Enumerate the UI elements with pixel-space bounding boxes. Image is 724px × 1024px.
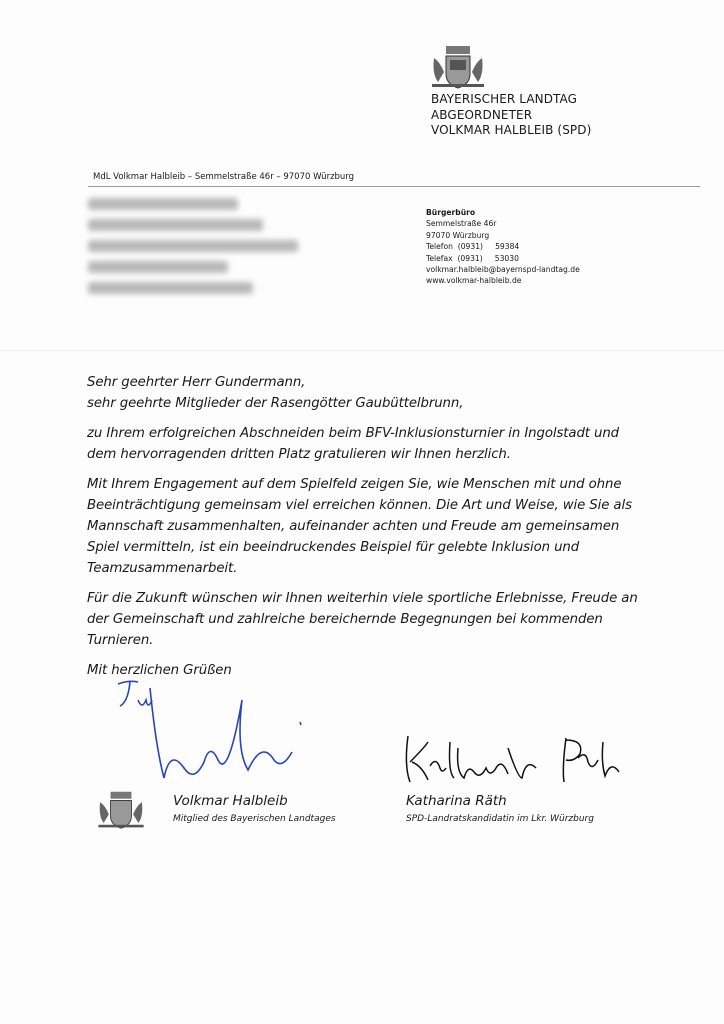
letter-body (87, 372, 647, 690)
salutation-2: sehr geehrte Mitglieder der Rasengötter Gaubüttelbrunn, (87, 396, 464, 411)
closing: Mit herzlichen Grüßen (87, 663, 232, 678)
paragraph-3: Für die Zukunft wünschen wir Ihnen weiterhin viele sportliche Erlebnisse, Freude an der Gemeinschaft und zahlreiche bereichernde Begegnungen bei kommenden Turnieren. (87, 591, 638, 648)
paragraph-2: Mit Ihrem Engagement auf dem Spielfeld zeigen Sie, wie Menschen mit und ohne Beeinträchtigung gemeinsam viel erreichen können. Die Art und Weise, wie Sie als Mannschaft zusammenhalten, aufeinander achten und Freude am gemeinsamen Spiel vermitteln, ist ein beeindruckendes Beispiel für gelebte Inklusion und Teamzusammenarbeit. (87, 477, 632, 576)
office-web: www.volkmar-halbleib.de (426, 276, 522, 286)
office-email: volkmar.halbleib@bayernspd-landtag.de (426, 265, 580, 275)
letterhead-name: VOLKMAR HALBLEIB (SPD) (431, 123, 592, 137)
signatory-2 (406, 793, 594, 824)
paper-fold (0, 350, 724, 351)
signatory-role: Mitglied des Bayerischen Landtages (173, 814, 336, 824)
paragraph-1: zu Ihrem erfolgreichen Abschneiden beim BFV-Inklusionsturnier in Ingolstadt und dem hervorragenden dritten Platz gratulieren wir Ihnen herzlich. (87, 426, 620, 462)
letterhead-title: ABGEORDNETER (431, 107, 533, 122)
signatory-1 (173, 793, 336, 824)
office-city: 97070 Würzburg (426, 230, 490, 240)
signatory-role: SPD-Landratskandidatin im Lkr. Würzburg (406, 814, 594, 824)
office-phone: Telefon (0931) 59384 (426, 242, 520, 252)
header-divider (88, 186, 700, 187)
signatory-name: Katharina Räth (406, 793, 507, 809)
signature-raeth (398, 728, 628, 788)
office-contact (426, 207, 580, 287)
letterhead (431, 92, 591, 139)
office-title: Bürgerbüro (426, 208, 476, 217)
recipient-address-redacted (88, 198, 308, 303)
signature-halbleib (110, 672, 330, 787)
office-fax: Telefax (0931) 53030 (426, 253, 519, 263)
letterhead-institution: BAYERISCHER LANDTAG (431, 92, 578, 106)
bavarian-coat-of-arms-small-icon (90, 790, 152, 830)
office-street: Semmelstraße 46r (426, 219, 497, 229)
sender-line: MdL Volkmar Halbleib – Semmelstraße 46r – 97070 Würzburg (93, 172, 355, 182)
signatory-name: Volkmar Halbleib (173, 793, 288, 809)
bavarian-coat-of-arms-icon (430, 44, 486, 90)
salutation-1: Sehr geehrter Herr Gundermann, (87, 375, 306, 390)
